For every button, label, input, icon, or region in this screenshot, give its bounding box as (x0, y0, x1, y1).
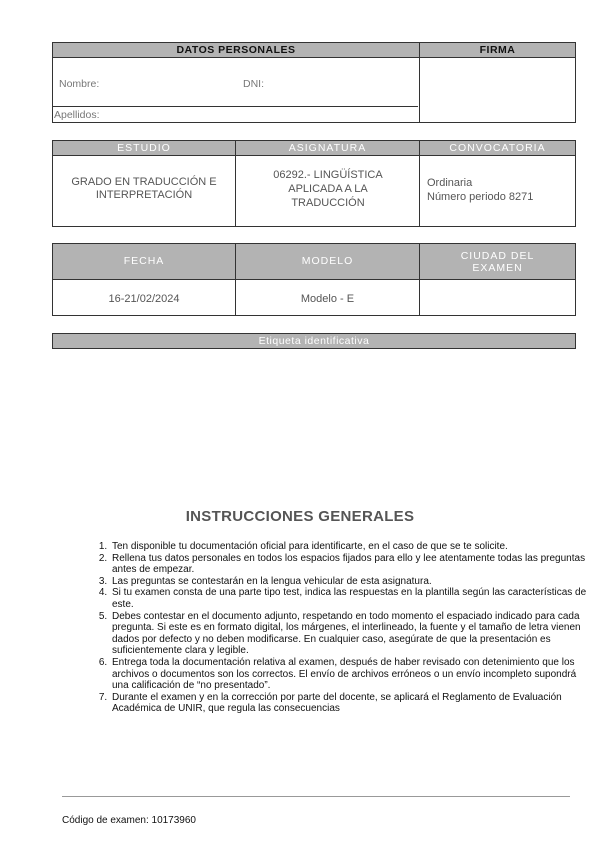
exam-table (52, 243, 576, 316)
call-period: Número periodo 8271 (427, 191, 534, 203)
subject-value: 06292.- LINGÜÍSTICA APLICADA A LA TRADUCCIÓN (273, 169, 383, 209)
call-header: CONVOCATORIA (420, 141, 575, 155)
signature-header: FIRMA (420, 43, 575, 57)
instructions-list (94, 541, 590, 715)
instruction-item: 2. Rellena tus datos personales en todos los espacios fijados para ello y lee atentamente todas las preguntas antes de empezar. (110, 553, 590, 576)
surname-label: Apellidos: (54, 109, 100, 121)
study-value: GRADO EN TRADUCCIÓN E INTERPRETACIÓN (71, 176, 217, 201)
model-header: MODELO (236, 244, 419, 279)
name-label: Nombre: (59, 78, 100, 90)
instruction-item: 1. Ten disponible tu documentación oficial para identificarte, en el caso de que se te solicite. (110, 541, 590, 553)
subject-header: ASIGNATURA (236, 141, 419, 155)
call-type: Ordinaria (427, 177, 473, 189)
date-header: FECHA (53, 244, 235, 279)
exam-code: Código de examen: 10173960 (62, 815, 196, 826)
city-header: CIUDAD DEL EXAMEN (420, 244, 575, 279)
instruction-item: 4. Si tu examen consta de una parte tipo test, indica las respuestas en la plantilla según las características de este. (110, 587, 590, 610)
study-table (52, 140, 576, 227)
id-label-bar (52, 333, 576, 349)
instruction-item: 3. Las preguntas se contestarán en la lengua vehicular de esta asignatura. (110, 576, 590, 588)
dni-label: DNI: (243, 78, 264, 90)
instruction-item: 7. Durante el examen y en la corrección por parte del docente, se aplicará el Reglamento de Evaluación Académica de UNIR, que regula las consecuencias (110, 692, 590, 715)
instruction-item: 6. Entrega toda la documentación relativa al examen, después de haber revisado con detenimiento que los archivos o documentos son los correctos. El envío de archivos erróneos o un envío incompleto supondrá una calificación de “no presentado”. (110, 657, 590, 692)
instructions-title: INSTRUCCIONES GENERALES (185, 508, 415, 525)
model-value: Modelo - E (300, 293, 355, 305)
signature-box (420, 58, 575, 122)
date-value: 16-21/02/2024 (108, 293, 180, 305)
study-header: ESTUDIO (53, 141, 235, 155)
personal-data-header: DATOS PERSONALES (53, 43, 419, 57)
footer-divider (62, 796, 570, 797)
id-label-text: Etiqueta identificativa (53, 334, 575, 348)
personal-data-table (52, 42, 576, 123)
instruction-item: 5. Debes contestar en el documento adjunto, respetando en todo momento el espaciado indicado para cada pregunta. Si este es en formato digital, los márgenes, el interlineado, la fuente y el tamaño de letra vienen dados por defecto y no deben modificarse. En cualquier caso, asegúrate de que la presentación es suficientemente clara y legible. (110, 611, 590, 657)
